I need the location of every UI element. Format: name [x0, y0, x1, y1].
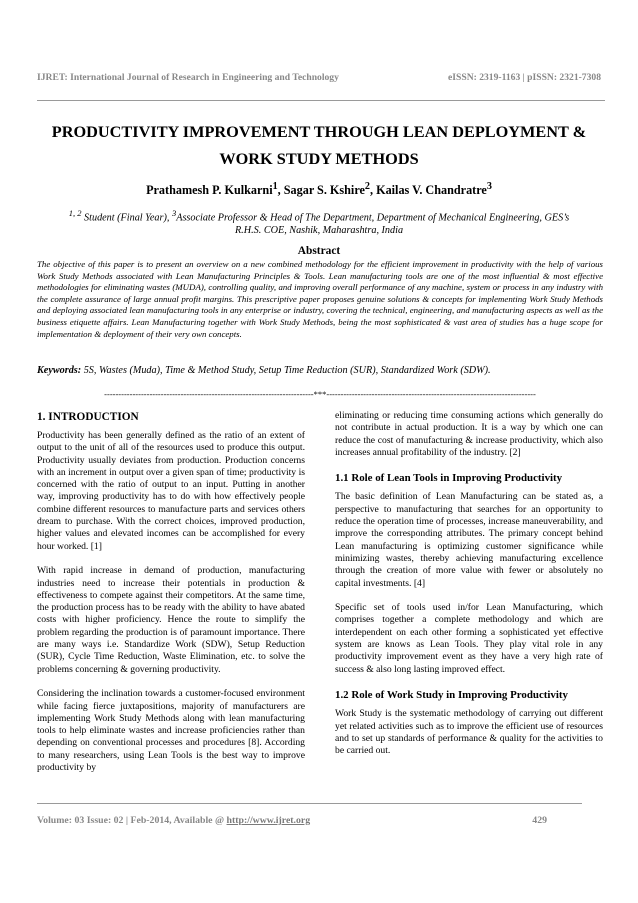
paragraph: Productivity has been generally defined as the ratio of an extent of output to the unit of all of the resources used to produce this output. Productivity usually deviates from production. Production concerns with an increment in output over a given span of time; productivity is concerned with the ratio of output to an input. Putting in another way, improving productivity has to do with how effectively people combine different resources to manufacture parts and services others dream to purchase. With the correct choices, improved production, higher values and elevated incomes can be accomplished for every hour worked. [1]	[37, 430, 305, 552]
paragraph: Specific set of tools used in/for Lean Manufacturing, which comprises together a complete methodology and which are interdependent on each other forming a sophisticated yet effective system are knows as Lean Tools. They play vital role in any productivity improvement event as they have a very high rate of success & also long lasting improved effect.	[335, 602, 603, 675]
paragraph: eliminating or reducing time consuming actions which generally do not contribute in actual production. It is a way by which one can reduce the cost of manufacturing & increase productivity, which also increases annual profitability of the industry. [2]	[335, 410, 603, 458]
keywords-text: 5S, Wastes (Muda), Time & Method Study, Setup Time Reduction (SUR), Standardized Work (SDW).	[81, 365, 491, 376]
author-separator: ,	[277, 183, 284, 198]
affiliation-line-1	[36, 207, 602, 224]
running-header	[37, 72, 601, 83]
affiliation-role: Student (Final Year),	[81, 212, 172, 224]
header-divider	[37, 100, 605, 101]
affiliation-sup-1: 1, 2	[68, 208, 82, 218]
author-3: Kailas V. Chandratre	[376, 183, 487, 198]
paper-title	[30, 118, 608, 172]
journal-link[interactable]: http://www.ijret.org	[226, 815, 311, 826]
section-heading-1-1: 1.1 Role of Lean Tools in Improving Productivity	[335, 472, 563, 485]
author-separator: ,	[370, 183, 377, 198]
page-number: 429	[532, 815, 547, 826]
journal-name: IJRET: International Journal of Research in Engineering and Technology	[37, 72, 339, 83]
introduction-heading: 1. INTRODUCTION	[37, 411, 139, 423]
left-column	[37, 410, 305, 787]
paragraph: Work Study is the systematic methodology of carrying out different yet related activities such as to improve the efficient use of resources and to set up standards of performance & quality for the activities to be carried out.	[335, 708, 603, 757]
keywords-label: Keywords:	[37, 365, 82, 376]
author-2-sup: 2	[364, 181, 370, 192]
author-3-sup: 3	[486, 181, 492, 192]
footer-volume-text: Volume: 03 Issue: 02 | Feb-2014, Available @	[37, 815, 227, 826]
affiliation-sup-2: 3	[171, 208, 177, 218]
keywords	[37, 365, 603, 376]
paragraph: With rapid increase in demand of production, manufacturing industries need to increase their potentials in production & effectiveness to compete against their competitors. At the same time, the production process has to be ready with the ability to have abated costs with higher proficiency. Hence the route to simplify the problem regarding the production is of paramount importance. There are many ways i.e. Standardize Work (SDW), Setup Reduction (SUR), Cycle Time Reduction, Waste Elimination, etc. to solve the problems concerning & governing productivity.	[37, 565, 305, 675]
section-heading-1-2: 1.2 Role of Work Study in Improving Productivity	[335, 689, 568, 702]
author-2: Sagar S. Kshire	[283, 183, 365, 198]
author-1: Prathamesh P. Kulkarni	[146, 183, 273, 198]
paragraph: Considering the inclination towards a customer-focused environment while facing fierce juxtapositions, majority of manufacturers are implementing Work Study Methods along with lean manufacturing tools to help eliminate wastes and increase proficiencies rather than depending on conventional processes and procedures [8]. According to many researchers, using Lean Tools is the best way to improve productivity by	[37, 688, 305, 774]
footer-divider	[37, 803, 582, 804]
section-separator: --------------------------------------------------------------------------***--------------------------------------------------------------------------	[104, 389, 536, 399]
footer-volume	[37, 815, 310, 826]
affiliation	[36, 207, 602, 237]
abstract-text: The objective of this paper is to present an overview on a new combined methodology for the efficient improvement in productivity with the help of various Work Study Methods associated with Lean Manufacturing Principles & Tools. Lean manufacturing tools are one of the most influential & most effective methodologies for eliminating wastes (MUDA), controlling quality, and improving overall performance of any machine, system or process in any industry with the complete assurance of large annual profit margins. This prescriptive paper proposes genuine solutions & concepts for implementing Work Study Methods and deploying associated lean manufacturing tools in any enterprise or industry, covering the technical, engineering, and manufacturing aspects as well as the business etiquette affairs. Lean Manufacturing together with Work Study Methods, being the most sophisticated & vast area of studies has a huge scope for implementation & deployment of their very own concepts.	[37, 259, 603, 339]
affiliation-department: Associate Professor & Head of The Department, Department of Mechanical Engineering, GES’s	[176, 212, 570, 224]
right-column	[335, 410, 603, 770]
title-line-1: PRODUCTIVITY IMPROVEMENT THROUGH LEAN DEPLOYMENT &	[51, 122, 587, 141]
affiliation-line-2: R.H.S. COE, Nashik, Maharashtra, India	[234, 225, 404, 237]
author-list	[30, 181, 608, 198]
author-1-sup: 1	[272, 181, 278, 192]
paragraph: The basic definition of Lean Manufacturing can be stated as, a perspective to manufacturing that searches for an opportunity to reduce the operation time of processes, increase maneuverability, and improve the corresponding attributes. The primary concept behind Lean manufacturing is optimizing customer significance while minimizing wastes, thereby achieving manufacturing excellence through the creation of more value with fewer or absolutely no capital investments. [4]	[335, 491, 603, 589]
title-line-2: WORK STUDY METHODS	[219, 149, 419, 168]
page-footer	[37, 815, 547, 826]
abstract-heading: Abstract	[297, 245, 341, 257]
issn-numbers: eISSN: 2319-1163 | pISSN: 2321-7308	[448, 72, 601, 83]
